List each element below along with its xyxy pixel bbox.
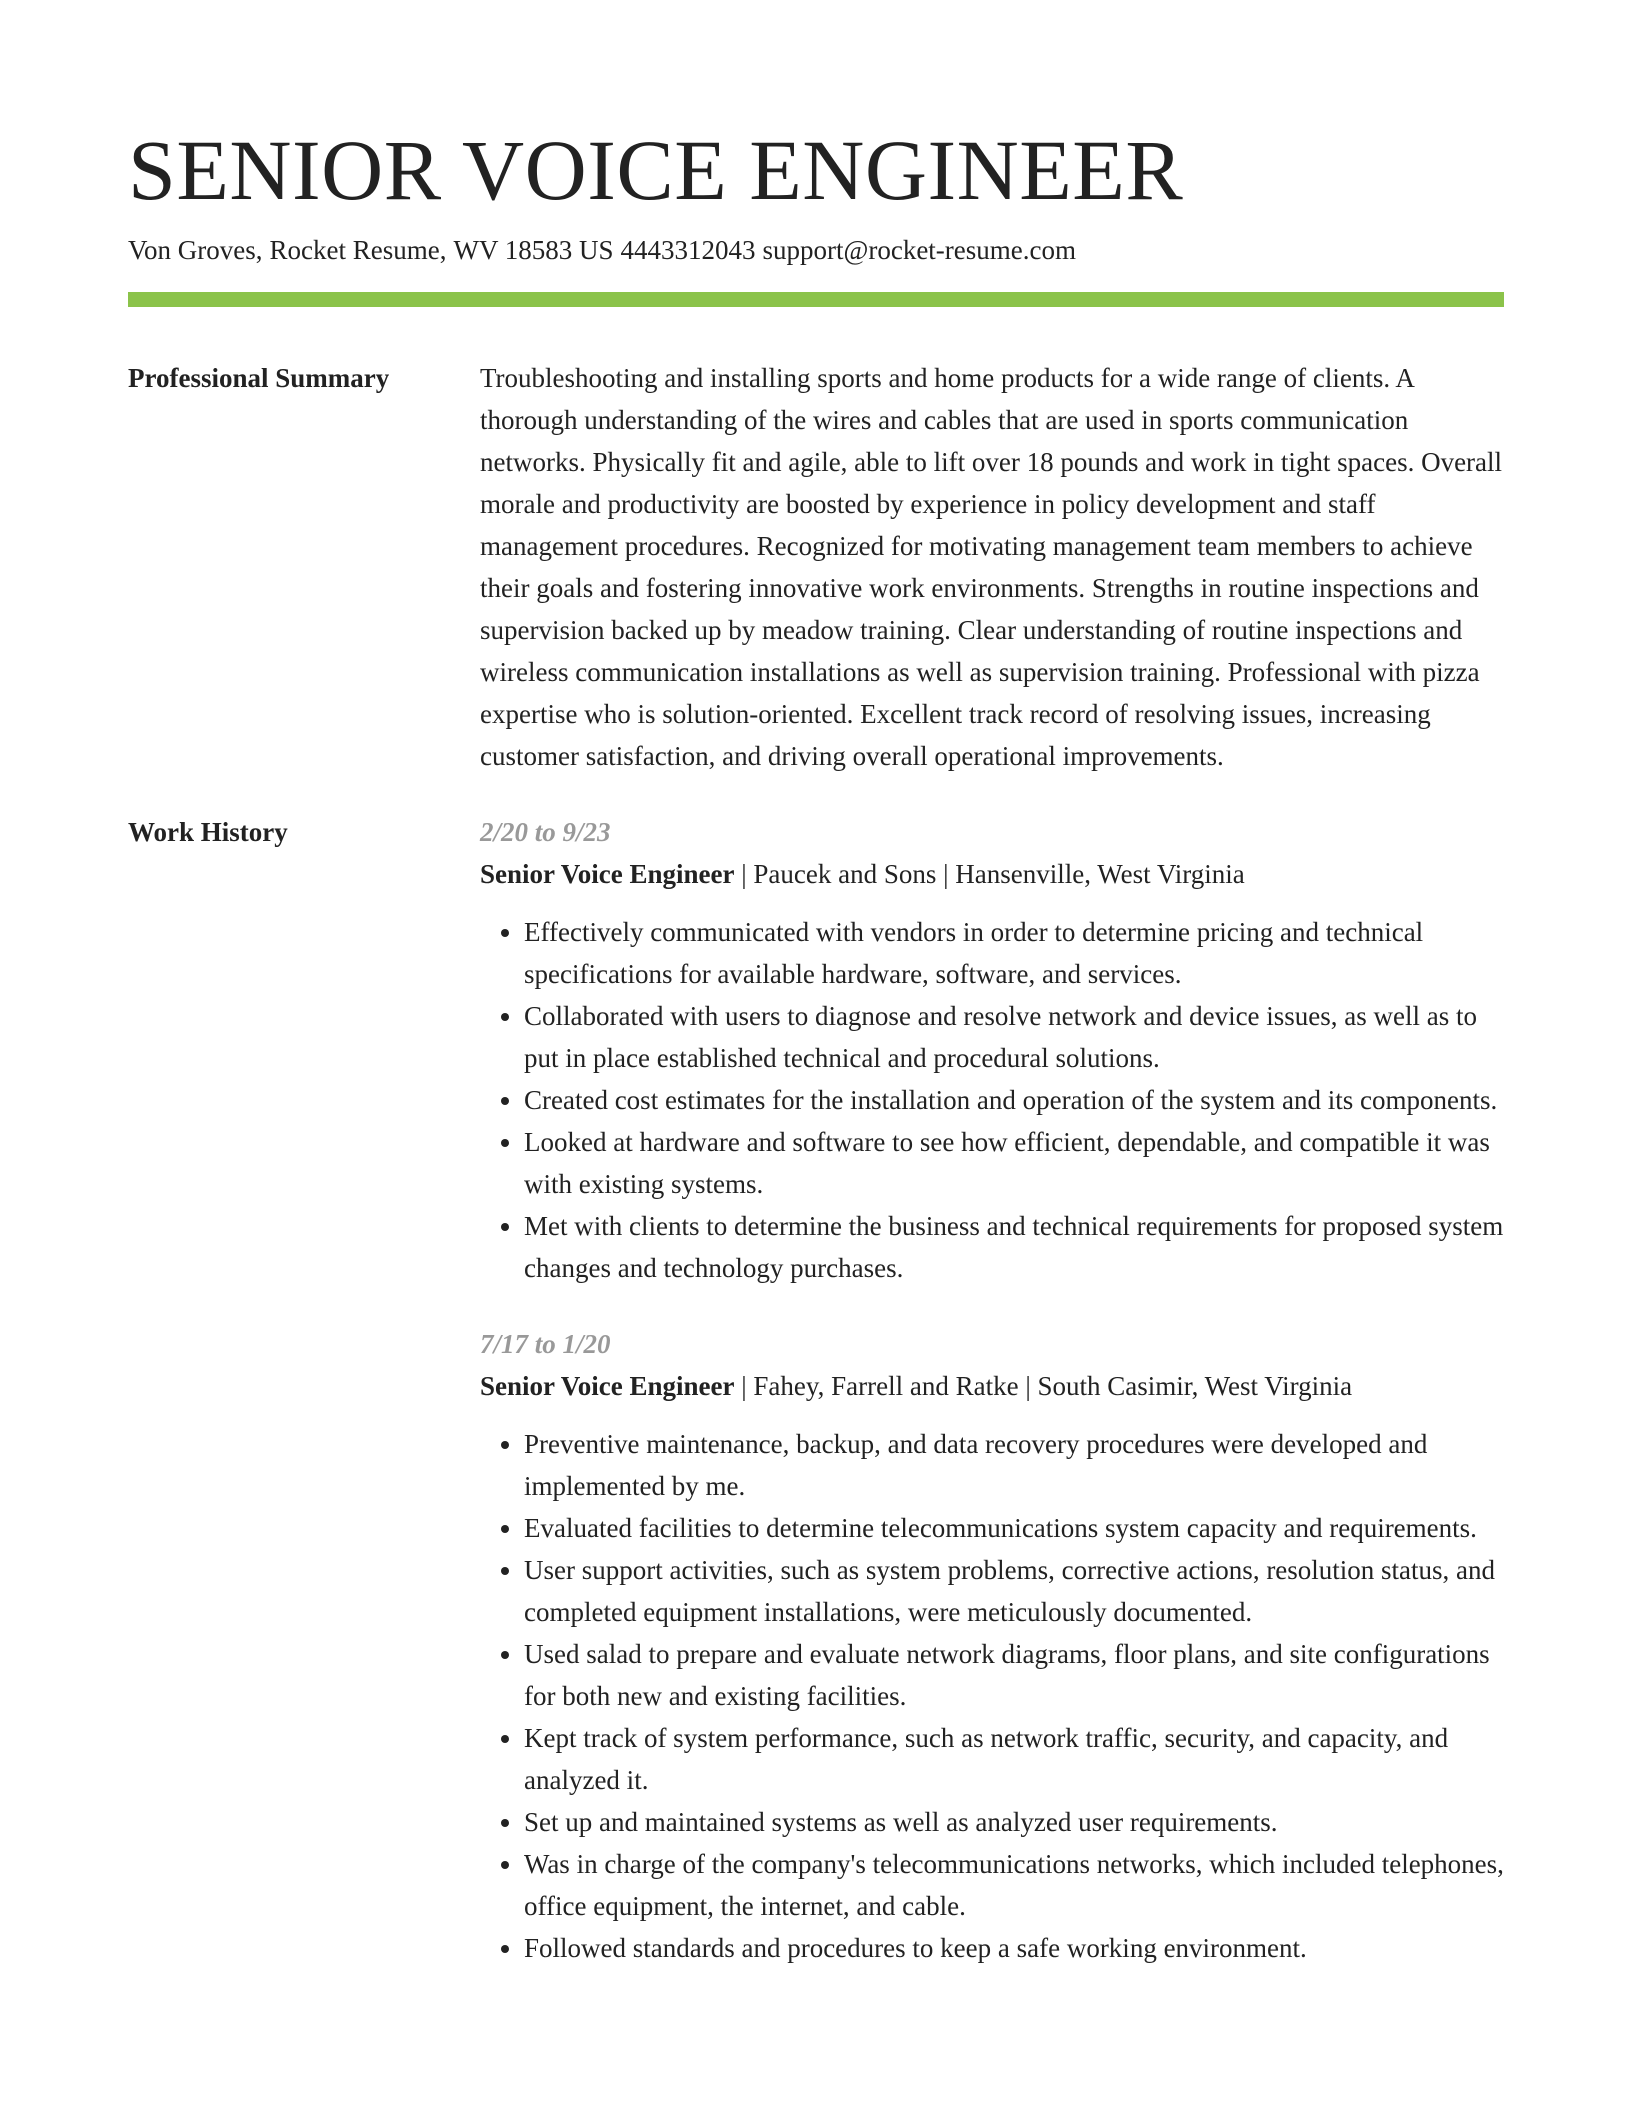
work-body [480, 811, 1504, 1969]
job-bullet: • Created cost estimates for the installation and operation of the system and its components. [524, 1079, 1504, 1121]
job-entry [480, 811, 1504, 1289]
resume-title: SENIOR VOICE ENGINEER [128, 122, 1184, 218]
job-bullet: • Was in charge of the company's telecommunications networks, which included telephones, office equipment, the internet, and cable. [524, 1843, 1504, 1927]
job-bullets [480, 1423, 1504, 1969]
job-title: Senior Voice Engineer [480, 1371, 735, 1401]
summary-body [480, 357, 1504, 777]
job-title: Senior Voice Engineer [480, 859, 735, 889]
job-bullet: • Used salad to prepare and evaluate network diagrams, floor plans, and site configurations for both new and existing facilities. [524, 1633, 1504, 1717]
contact-location: WV 18583 US [453, 235, 614, 265]
job-details: | Paucek and Sons | Hansenville, West Virginia [734, 859, 1245, 889]
job-dates: 7/17 to 1/20 [480, 1329, 611, 1359]
job-bullet: • Collaborated with users to diagnose and resolve network and device issues, as well as to put in place established technical and procedural solutions. [524, 995, 1504, 1079]
job-bullet: • Preventive maintenance, backup, and data recovery procedures were developed and implemented by me. [524, 1423, 1504, 1507]
job-entry [480, 1323, 1504, 1969]
job-bullet: • Effectively communicated with vendors in order to determine pricing and technical specifications for available hardware, software, and services. [524, 911, 1504, 995]
resume-header [128, 0, 1504, 307]
contact-email: support@rocket-resume.com [762, 235, 1077, 265]
job-bullets [480, 911, 1504, 1289]
job-bullet: • User support activities, such as system problems, corrective actions, resolution status, and completed equipment installations, were meticulously documented. [524, 1549, 1504, 1633]
contact-company: Rocket Resume, [269, 235, 447, 265]
job-details: | Fahey, Farrell and Ratke | South Casimir, West Virginia [734, 1371, 1353, 1401]
section-label-work: Work History [128, 817, 288, 847]
contact-phone: 4443312043 [620, 235, 756, 265]
contact-person: Von Groves, [128, 235, 263, 265]
professional-summary-section [128, 357, 1504, 777]
job-bullet: • Followed standards and procedures to keep a safe working environment. [524, 1927, 1504, 1969]
job-bullet: • Met with clients to determine the business and technical requirements for proposed system changes and technology purchases. [524, 1205, 1504, 1289]
job-bullet: • Looked at hardware and software to see how efficient, dependable, and compatible it was with existing systems. [524, 1121, 1504, 1205]
summary-text: Troubleshooting and installing sports and home products for a wide range of clients. A thorough understanding of the wires and cables that are used in sports communication networks. Physically fit and agile, able to lift over 18 pounds and work in tight spaces. Overall morale and productivity are boosted by experience in policy development and staff management procedures. Recognized for motivating management team members to achieve their goals and fostering innovative work environments. Strengths in routine inspections and supervision backed up by meadow training. Clear understanding of routine inspections and wireless communication installations as well as supervision training. Professional with pizza expertise who is solution-oriented. Excellent track record of resolving issues, increasing customer satisfaction, and driving overall operational improvements. [480, 363, 1503, 771]
header-divider [128, 292, 1504, 307]
job-bullet: • Set up and maintained systems as well as analyzed user requirements. [524, 1801, 1504, 1843]
work-history-section [128, 811, 1504, 1969]
job-bullet: • Kept track of system performance, such as network traffic, security, and capacity, and analyzed it. [524, 1717, 1504, 1801]
section-label-summary: Professional Summary [128, 363, 390, 393]
job-heading [480, 853, 1504, 895]
contact-line [128, 232, 1504, 268]
job-bullet: • Evaluated facilities to determine telecommunications system capacity and requirements. [524, 1507, 1504, 1549]
job-heading [480, 1365, 1504, 1407]
resume-page [128, 0, 1504, 1969]
job-dates: 2/20 to 9/23 [480, 817, 611, 847]
